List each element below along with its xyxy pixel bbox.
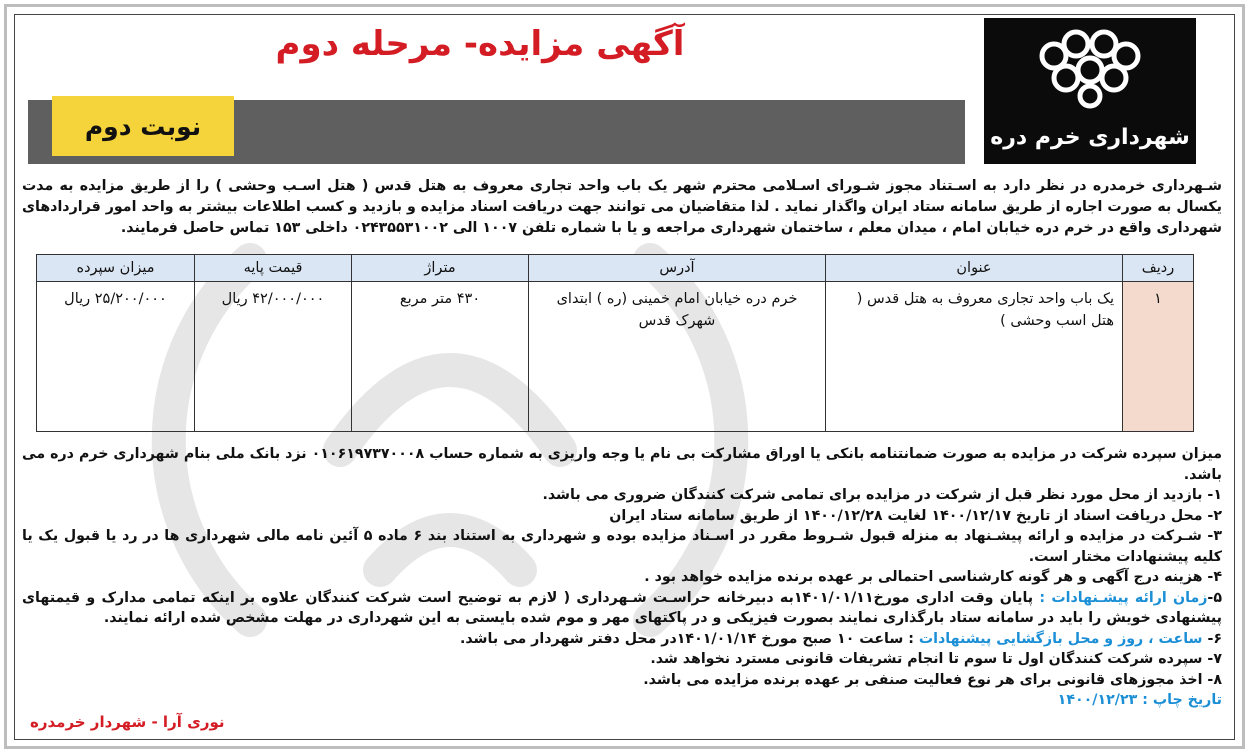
term-item-6-text: : ساعت ۱۰ صبح مورخ ۱۴۰۱/۰۱/۱۴در محل دفتر شهردار می باشد.: [459, 630, 914, 647]
flower-emblem-icon: [984, 18, 1196, 114]
cell-base-price: ۴۲/۰۰۰/۰۰۰ ریال: [195, 282, 352, 432]
term-item-5-label: زمان ارائه پیشـنهادات :: [1039, 589, 1208, 606]
term-item-6-prefix: ۶-: [1207, 630, 1222, 647]
term-item-2: ۲- محل دریافت اسناد از تاریخ ۱۴۰۰/۱۲/۱۷ لغایت ۱۴۰۰/۱۲/۲۸ از طریق سامانه ستاد ایران: [609, 507, 1222, 524]
terms-section: [22, 444, 1222, 711]
term-item-6-label: ساعت ، روز و محل بازگشایی پیشنهادات: [918, 630, 1203, 647]
term-item-5-text: پایان وقت اداری مورخ۱۴۰۱/۰۱/۱۱به دبیرخانه حراسـت شـهرداری ( لازم به توضیح است شرکت کنندگان علاوه بر اینکه تمامی مدارک و قیمتهای پیشنهادی خویش را باید در سامانه ستاد بارگذاری نمایند بصورت فیزیکی و در پاکتهای مهر و موم شده بایستی به این شهرداری در مهلت مشخص شده ارائه نمایند.: [22, 589, 1222, 626]
table-header-row: [37, 255, 1194, 282]
print-date-line: [22, 690, 1222, 711]
col-area: متراژ: [352, 255, 529, 282]
cell-area: ۴۳۰ متر مربع: [352, 282, 529, 432]
deposit-note: میزان سپرده شرکت در مزایده به صورت ضمانتنامه بانکی یا اوراق مشارکت بی نام یا وجه واریزی به شماره حساب ۰۱۰۶۱۹۷۳۷۰۰۰۸ نزد بانک ملی بنام شهرداری خرم دره می باشد.: [22, 446, 1222, 483]
term-item-5-prefix: ۵-: [1207, 589, 1222, 606]
auction-table: [36, 254, 1194, 432]
cell-address: خرم دره خیابان امام خمینی (ره ) ابتدای شهرک قدس: [529, 282, 826, 432]
logo-text: شهرداری خرم دره: [990, 125, 1190, 150]
term-item-8: ۸- اخذ مجوزهای قانونی برای هر نوع فعالیت صنفی بر عهده برنده مزایده می باشد.: [643, 671, 1222, 688]
print-date: ۱۴۰۰/۱۲/۲۳: [1057, 692, 1138, 708]
mayor-signature: نوری آرا - شهردار خرمدره: [30, 713, 225, 731]
col-title: عنوان: [826, 255, 1123, 282]
cell-deposit: ۲۵/۲۰۰/۰۰۰ ریال: [37, 282, 195, 432]
page-title: آگهی مزایده- مرحله دوم: [275, 24, 685, 64]
round-badge: نوبت دوم: [52, 96, 234, 156]
cell-row: ۱: [1123, 282, 1194, 432]
municipality-logo: [984, 18, 1196, 164]
col-address: آدرس: [529, 255, 826, 282]
term-item-6: [22, 629, 1222, 650]
col-base-price: قیمت پایه: [195, 255, 352, 282]
term-item-5: [22, 588, 1222, 629]
term-item-7: ۷- سپرده شرکت کنندگان اول تا سوم تا انجام تشریفات قانونی مسترد نخواهد شد.: [650, 651, 1222, 667]
term-item-1: ۱- بازدید از محل مورد نظر قبل از شرکت در مزایده برای تمامی شرکت کنندگان ضروری می باشد.: [542, 487, 1222, 503]
cell-title: یک باب واحد تجاری معروف به هتل قدس ( هتل اسب وحشی ): [826, 282, 1123, 432]
term-item-4: ۴- هزینه درج آگهی و هر گونه کارشناسی احتمالی بر عهده برنده مزایده خواهد بود .: [644, 569, 1222, 585]
print-date-label: تاریخ چاپ :: [1142, 692, 1222, 708]
col-deposit: میزان سپرده: [37, 255, 195, 282]
col-row: ردیف: [1123, 255, 1194, 282]
term-item-3: ۳- شـرکت در مزایده و ارائه پیشـنهاد به منزله قبول شـروط مقرر در اسـناد مزایده بوده و شهرداری به استناد بند ۶ ماده ۵ آئین نامه مالی شهرداری ها در رد یا قبول یک یا کلیه پیشنهادات مختار است.: [22, 528, 1222, 565]
table-row: [37, 282, 1194, 432]
intro-paragraph: شـهرداری خرمدره در نظر دارد به اسـتناد مجوز شـورای اسـلامی محترم شهر یک باب واحد تجاری معروف به هتل قدس ( هتل اسـب وحشی ) را از طریق مزایده به مدت یکسال به صورت اجاره از طریق سامانه ستاد ایران واگذار نماید . لذا متقاضیان می توانند جهت دریافت اسناد مزایده و بازدید و کسب اطلاعات بیشتر به واحد امور قراردادهای شهرداری واقع در خرم دره خیابان امام ، میدان معلم ، ساختمان شهرداری مراجعه و یا با شماره تلفن ۱۰۰۷ الی ۰۲۴۳۵۵۳۱۰۰۲ داخلی ۱۵۳ تماس حاصل فرمایند.: [22, 178, 1222, 236]
